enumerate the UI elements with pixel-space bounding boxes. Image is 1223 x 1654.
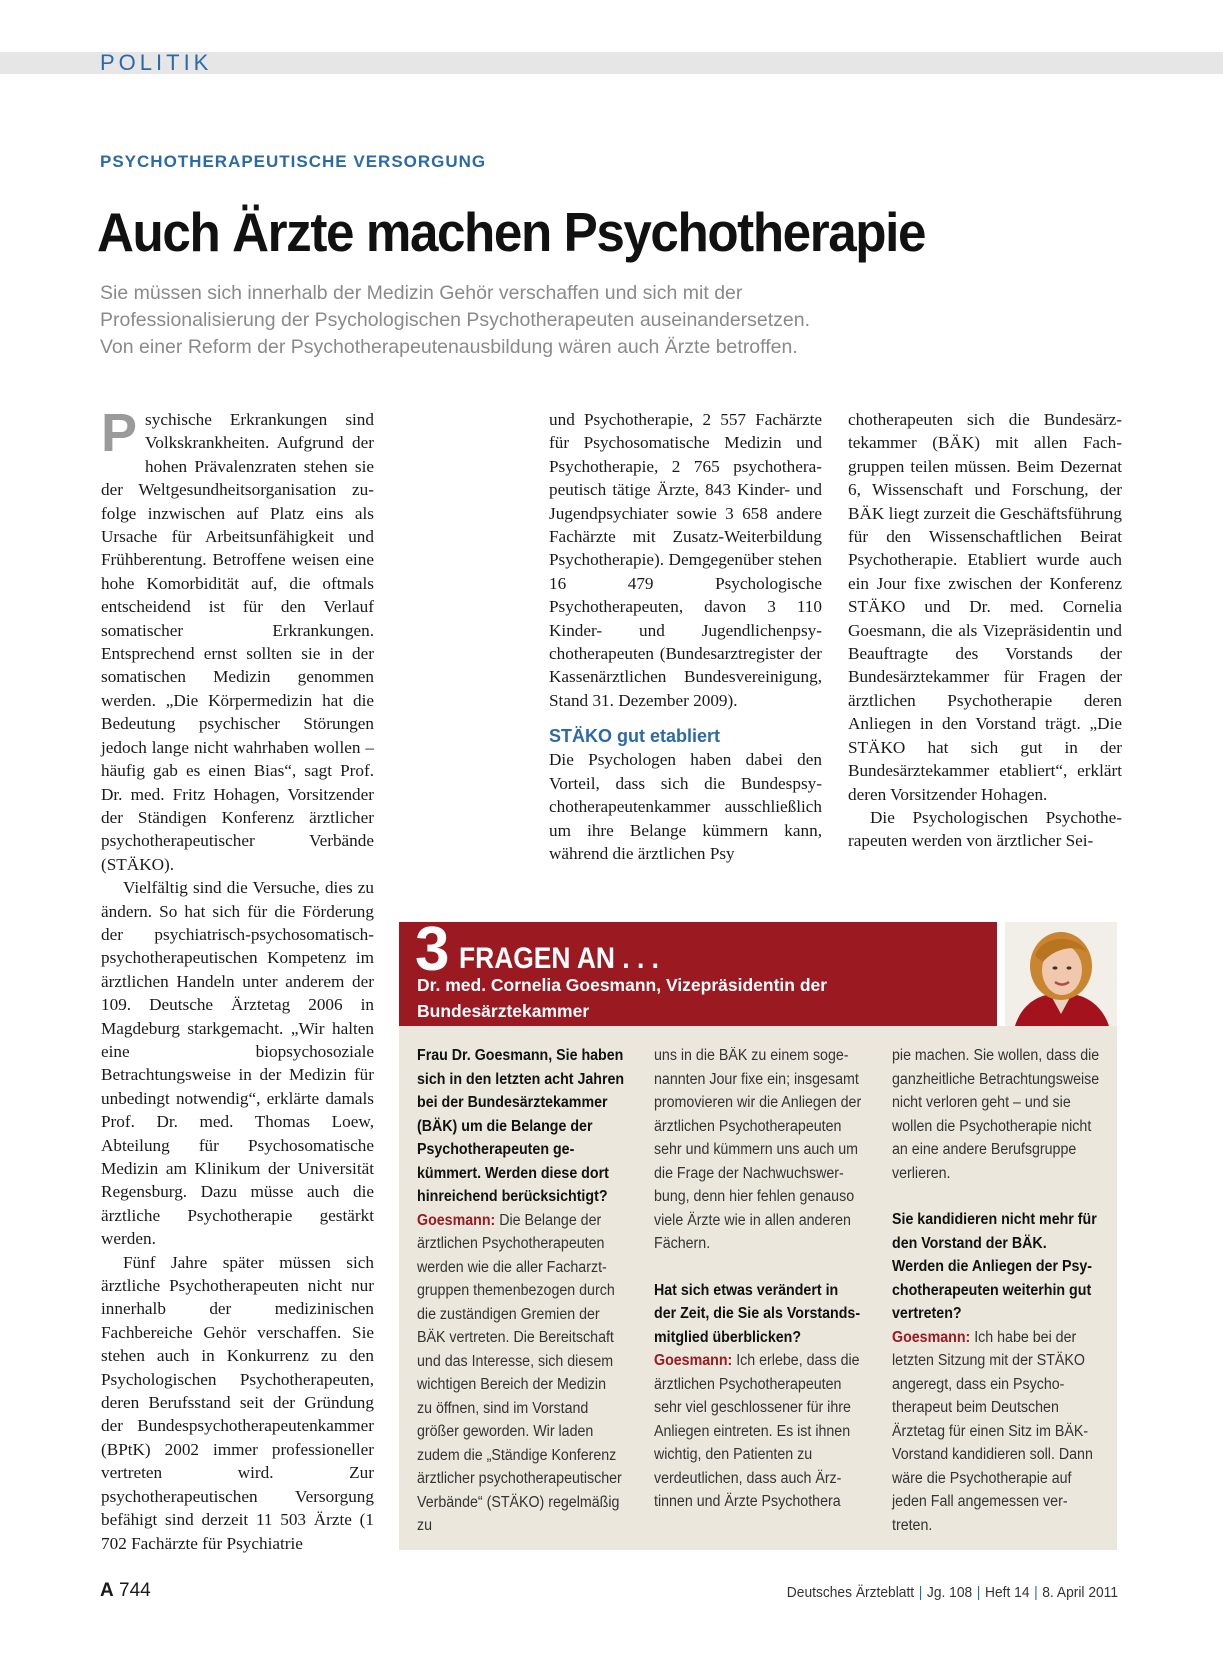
drop-cap: P [101,403,138,463]
interview-box-header [399,915,997,1026]
article-headline: Auch Ärzte machen Psychotherapie [97,201,926,263]
answer-text: Die Belange der ärztlichen Psychotherapeuten werden wie die aller Facharztgruppen themenbezogen durch die zuständigen Gremien der BÄK vertreten. Die Bereitschaft und das Interesse, sich diesem wichtigen Bereich der Medizin zu öffnen, sind im Vorstand größer geworden. Wir laden zudem die „Ständige Konferenz ärztlicher psychotherapeutischer Verbände“ (STÄKO) regelmäßig zu [417,1211,622,1534]
separator: | [1034,1584,1038,1601]
journal-volume: Jg. 108 [926,1584,973,1601]
separator: | [918,1584,923,1601]
answer-text: Ich erlebe, dass die ärztlichen Psychotherapeuten sehr viel geschlossener für ihre Anliegen eintreten. Es ist ihnen wichtig, den Patienten zu verdeutlichen, dass auch Ärztinnen und Ärzte Psychothera [654,1352,860,1510]
page-number-value: 744 [119,1580,151,1601]
lead-line: Professionalisierung der Psychologischen Psychotherapeuten auseinandersetzen. [100,309,811,331]
interview-column-3 [892,1044,1100,1537]
body-paragraph: sychische Erkrankungen sind Volkskrankheiten. Aufgrund der hohen Prävalenzraten stehen sie der Weltgesundheitsorganisation zufolge inzwischen auf Platz eins als Ursache für Arbeitsunfähigkeit und Frühberentung. Betroffene weisen eine hohe Komorbidität auf, die oftmals entscheidend ist für den Verlauf somatischer Erkrankungen. Entsprechend ernst sollten sie in der somatischen Medizin genommen werden. „Die Körpermedizin hat die Bedeutung psychischer Störungen jedoch lange nicht wahrhaben wollen – häufig gab es einen Bias“, sagt Prof. Dr. med. Fritz Hohagen, Vorsitzender der Ständigen Konferenz ärztlicher psychotherapeutischer Verbände (STÄKO). [101,410,374,874]
body-paragraph: Fünf Jahre später müssen sich ärztliche Psychotherapeuten nicht nur innerhalb der medizinischen Fachbereiche Gehör verschaffen. Sie stehen auch in Konkurrenz zu den Psychologischen Psychotherapeuten, deren Berufsstand seit der Gründung der Bundespsychotherapeutenkammer (BPtK) 2002 immer professioneller vertreten wird. Zur psychotherapeutischen Versorgung befähigt sind derzeit 11 503 Ärzte (1 702 Fachärzte für Psychiatrie [101,1252,374,1553]
separator: | [976,1584,981,1601]
article-kicker: PSYCHOTHERAPEUTISCHE VERSORGUNG [100,152,487,171]
answer-text: Ich habe bei der letzten Sitzung mit der STÄKO angeregt, dass ein Psychotherapeut beim Deutschen Ärztetag für einen Sitz im BÄK-Vorstand kandidieren soll. Dann wäre die Psychotherapie auf jeden Fall angemessen vertreten. [892,1328,1093,1534]
interview-answer [654,1349,862,1514]
body-paragraph: Die Psychologischen Psychotherapeuten werden von ärztlicher Sei- [848,807,1122,851]
interview-answer [417,1209,624,1538]
interview-subtitle: Dr. med. Cornelia Goesmann, Vizepräsidentin der Bundesärztekammer [417,975,828,1021]
lead-line: Von einer Reform der Psychotherapeutenausbildung wären auch Ärzte betroffen. [100,336,798,358]
interview-title: FRAGEN AN . . . [459,942,659,975]
journal-date: 8. April 2011 [1042,1584,1118,1601]
page-number [100,1580,151,1602]
portrait-icon [1005,922,1117,1026]
article-lead [100,280,1000,361]
body-column-1 [101,403,374,1555]
section-label: POLITIK [100,50,213,75]
interview-question: Sie kandidieren nicht mehr für den Vorstand der BÄK. Werden die Anliegen der Psychotherapeuten weiterhin gut vertreten? [892,1211,1097,1322]
lead-line: Sie müssen sich innerhalb der Medizin Gehör verschaffen und sich mit der [100,282,743,304]
interview-question: Frau Dr. Goesmann, Sie haben sich in den letzten acht Jahren bei der Bundesärztekammer (BÄK) um die Belange der Psychotherapeuten gekümmert. Werden diese dort hinreichend berücksichtigt? [417,1047,625,1205]
speaker-label: Goesmann: [892,1328,971,1346]
body-column-3 [848,408,1122,853]
page-prefix: A [100,1580,114,1601]
interview-answer: pie machen. Sie wollen, dass die ganzheitliche Betrachtungsweise nicht verloren geht – und sie wollen die Psychotherapie nicht an eine andere Berufsgruppe verlieren. [892,1047,1100,1182]
interview-question: Hat sich etwas verändert in der Zeit, die Sie als Vorstandsmitglied überblicken? [654,1281,861,1346]
body-paragraph: und Psychotherapie, 2 557 Fachärzte für Psychosomatische Medizin und Psychotherapie, 2 765 psychotherapeutisch tätige Ärzte, 843 Kinder- und Jugendpsychiater sowie 3 658 andere Fachärzte mit Zusatz-Weiterbildung Psychotherapie). Demgegenüber stehen 16 479 Psychologische Psychotherapeuten, davon 3 110 Kinder- und Jugendlichenpsychotherapeuten (Bundesarztregister der Kassenärztlichen Bundesvereinigung, Stand 31. Dezember 2009). [549,410,822,710]
interview-number: 3 [415,915,450,984]
speaker-label: Goesmann: [654,1352,733,1369]
speaker-label: Goesmann: [417,1211,496,1229]
body-paragraph: Vielfältig sind die Versuche, dies zu ändern. So hat sich für die Förderung der psychiatrisch-psychosomatisch-psychotherapeutischen Kompetenz im ärztlichen Handeln unter anderem der 109. Deutsche Ärztetag 2006 in Magdeburg starkgemacht. „Wir halten eine biopsychosoziale Betrachtungsweise in der Medizin für unbedingt notwendig“, erklärte damals Prof. Dr. med. Thomas Loew, Abteilung für Psychosomatische Medizin am Klinikum der Universität Regensburg. Dazu müsse auch die ärztliche Psychotherapie gestärkt werden. [101,878,374,1249]
journal-issue: Heft 14 [985,1584,1030,1601]
interview-column-2 [654,1044,862,1514]
portrait-photo [1005,922,1117,1026]
interview-answer [892,1326,1100,1538]
body-paragraph: chotherapeuten sich die Bundesärztekammer (BÄK) mit allen Fachgruppen teilen müssen. Beim Dezernat 6, Wissenschaft und Forschung, der BÄK liegt zurzeit die Geschäftsführung für den Wissenschaftlichen Beirat Psychotherapie. Etabliert wurde auch ein Jour fixe zwischen der Konferenz STÄKO und Dr. med. Cornelia Goesmann, die als Vizepräsidentin und Beauftragte des Vorstands der Bundesärztekammer für Fragen der ärztlichen Psychotherapie deren Anliegen in den Vorstand trägt. „Die STÄKO hat sich gut in der Bundesärztekammer etabliert“, erklärt deren Vorsitzender Hohagen. [848,410,1122,804]
body-column-2 [549,408,822,865]
section-subhead: STÄKO gut etabliert [549,726,721,747]
journal-name: Deutsches Ärzteblatt [786,1584,915,1601]
body-paragraph: Die Psychologen haben dabei den Vorteil, dass sich die Bundespsychotherapeutenkammer ausschließlich um ihre Belange kümmern kann, während die ärztlichen Psy [549,750,822,863]
journal-info [787,1584,1118,1601]
interview-answer: uns in die BÄK zu einem sogenannten Jour fixe ein; insgesamt promovieren wir die Anliegen der ärztlichen Psychotherapeuten sehr und kümmern uns auch um die Frage der Nachwuchswerbung, denn hier fehlen genauso viele Ärzte wie in allen anderen Fächern. [654,1047,862,1252]
interview-column-1 [417,1044,624,1538]
